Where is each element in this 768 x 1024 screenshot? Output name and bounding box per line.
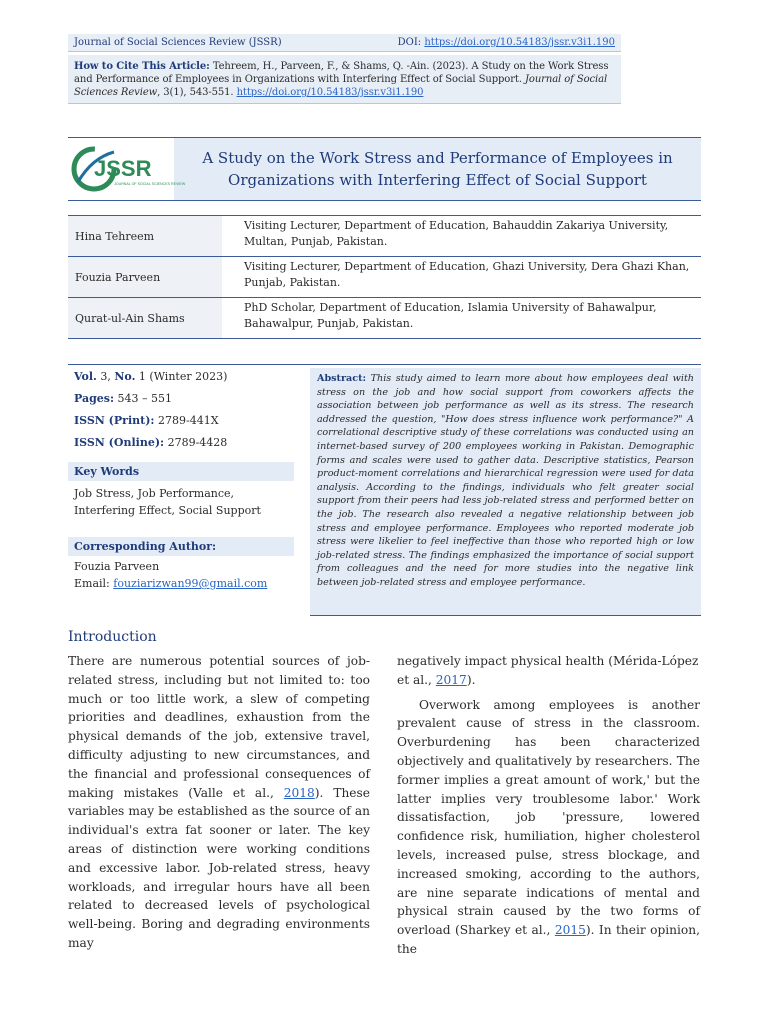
author-affiliation: Visiting Lecturer, Department of Education, Bahauddin Zakariya University, Multan, Punjab, Pakistan. [244, 219, 669, 248]
paragraph-text: ). These variables may be established as the source of an individual's extra fat sooner or later. The key areas of distinction were working conditions and excessive labor. Job-related stress, heavy workloads, and irregular hours have all been related to decreased levels of psychological well-being. Boring and degrading environments may [68, 785, 370, 950]
authors-table [68, 215, 701, 339]
title-block [68, 137, 701, 201]
keywords-list: Job Stress, Job Performance, Interfering Effect, Social Support [74, 487, 261, 517]
citation-link[interactable]: 2017 [435, 672, 467, 687]
author-row [68, 298, 701, 339]
logo-subtext: JOURNAL OF SOCIAL SCIENCES REVIEW [114, 182, 186, 186]
doi-label: DOI: [397, 37, 422, 48]
doi-link[interactable]: https://doi.org/10.54183/jssr.v3i1.190 [424, 37, 615, 48]
body-column-right [397, 652, 700, 959]
journal-name: Journal of Social Sciences Review (JSSR) [74, 37, 282, 48]
keywords-heading: Key Words [68, 462, 294, 481]
author-affiliation: PhD Scholar, Department of Education, Islamia University of Bahawalpur, Bahawalpur, Punjab, Pakistan. [244, 301, 657, 330]
cite-link[interactable]: https://doi.org/10.54183/jssr.v3i1.190 [236, 87, 424, 98]
pages-line [68, 388, 294, 410]
citation-link[interactable]: 2018 [283, 785, 315, 800]
paragraph-text: There are numerous potential sources of job-related stress, including but not limited to: too much or too little work, a slew of competing priorities and deadlines, exhaustion from the physical demands of the job, extensive travel, difficulty adjusting to new circumstances, and the financial and professional consequences of making mistakes (Valle et al., [68, 654, 370, 800]
vol-label: Vol. [74, 370, 97, 383]
section-heading: Introduction [68, 629, 157, 645]
volume-line [68, 366, 294, 388]
paragraph-text: ). In their opinion, the [397, 923, 700, 956]
author-name: Qurat-ul-Ain Shams [68, 298, 222, 338]
jssr-logo [68, 138, 186, 200]
issn-print-value: 2789-441X [154, 414, 219, 427]
cite-volume: , 3(1), 543-551. [157, 87, 234, 98]
intro-paragraph-cont [397, 652, 700, 690]
citation-header [68, 34, 621, 104]
body-column-left [68, 652, 370, 953]
issn-online-line [68, 432, 294, 454]
paragraph-text: ). [466, 672, 476, 687]
corresponding-info [68, 556, 294, 596]
pages-value: 543 – 551 [114, 392, 173, 405]
author-affiliation: Visiting Lecturer, Department of Education, Ghazi University, Dera Ghazi Khan, Punjab, Pakistan. [244, 260, 690, 289]
author-name: Fouzia Parveen [68, 257, 222, 297]
paragraph-text: negatively impact physical health (Mérida-López et al., [397, 654, 699, 687]
abstract-label: Abstract: [317, 373, 367, 384]
corresponding-name: Fouzia Parveen [74, 560, 160, 573]
abstract-box [310, 368, 701, 616]
no-label: No. [114, 370, 136, 383]
email-label: Email: [74, 577, 114, 590]
intro-paragraph [68, 652, 370, 953]
cite-journal: Journal of Social Sciences Review [74, 74, 608, 98]
issn-print-line [68, 410, 294, 432]
pages-label: Pages: [74, 392, 115, 405]
paper-title: A Study on the Work Stress and Performance of Employees in Organizations with Interfering Effect of Social Support [174, 138, 701, 200]
abstract-text: This study aimed to learn more about how employees deal with stress on the job and how social support from coworkers affects the association between job performance as well as its stress. The research addressed the question, "How does stress influence work performance?" A correlational descriptive study of these correlations was conducted using an internet-based survey of 200 employees working in Pakistan. Demographic forms and scales were used to gather data. Descriptive statistics, Pearson product-moment correlations and hierarchical regression were used for data analysis. According to the findings, individuals who felt greater social support from their peers had less job-related stress and performed better on the job. The research also revealed a negative relationship between job stress and employee performance. Employees who reported moderate job stress were likelier to feel ineffective than those who reported high or low job-related stress. The findings emphasized the importance of social support from colleagues and the need for more studies into the negative link between job-related stress and employee performance. [317, 373, 694, 588]
email-link[interactable]: fouziarizwan99@gmail.com [113, 577, 268, 590]
how-to-cite [68, 55, 621, 104]
issn-print-label: ISSN (Print): [74, 414, 155, 427]
issn-online-value: 2789-4428 [164, 436, 228, 449]
intro-paragraph [397, 696, 700, 959]
email-line [74, 575, 288, 592]
paragraph-text: Overwork among employees is another prevalent cause of stress in the classroom. Overburdening has been characterized objectively and qualitatively by researchers. The former implies a great amount of work,' but the latter implies very troublesome labor.' Work dissatisfaction, job 'pressure, lowered confidence risk, humiliation, higher cholesterol levels, increased pulse, stress blockage, and increased smoking, according to the authors, are nine separate indications of mental and physical strain caused by the two forms of overload (Sharkey et al., [397, 697, 700, 938]
meta-divider [68, 364, 701, 365]
citation-link[interactable]: 2015 [554, 923, 586, 938]
vol-value: 3, [96, 370, 115, 383]
cite-text: Tehreem, H., Parveen, F., & Shams, Q. -Ain. (2023). A Study on the Work Stress and Performance of Employees in Organizations with Interfering Effect of Social Support. [74, 61, 609, 85]
journal-bar [68, 34, 621, 52]
article-meta [68, 366, 294, 596]
author-row [68, 216, 701, 257]
author-name: Hina Tehreem [68, 216, 222, 256]
corresponding-heading: Corresponding Author: [68, 537, 294, 556]
cite-label: How to Cite This Article: [74, 61, 210, 72]
no-value: 1 (Winter 2023) [135, 370, 228, 383]
logo-text: JSSR [94, 156, 152, 181]
author-row [68, 257, 701, 298]
issn-online-label: ISSN (Online): [74, 436, 165, 449]
